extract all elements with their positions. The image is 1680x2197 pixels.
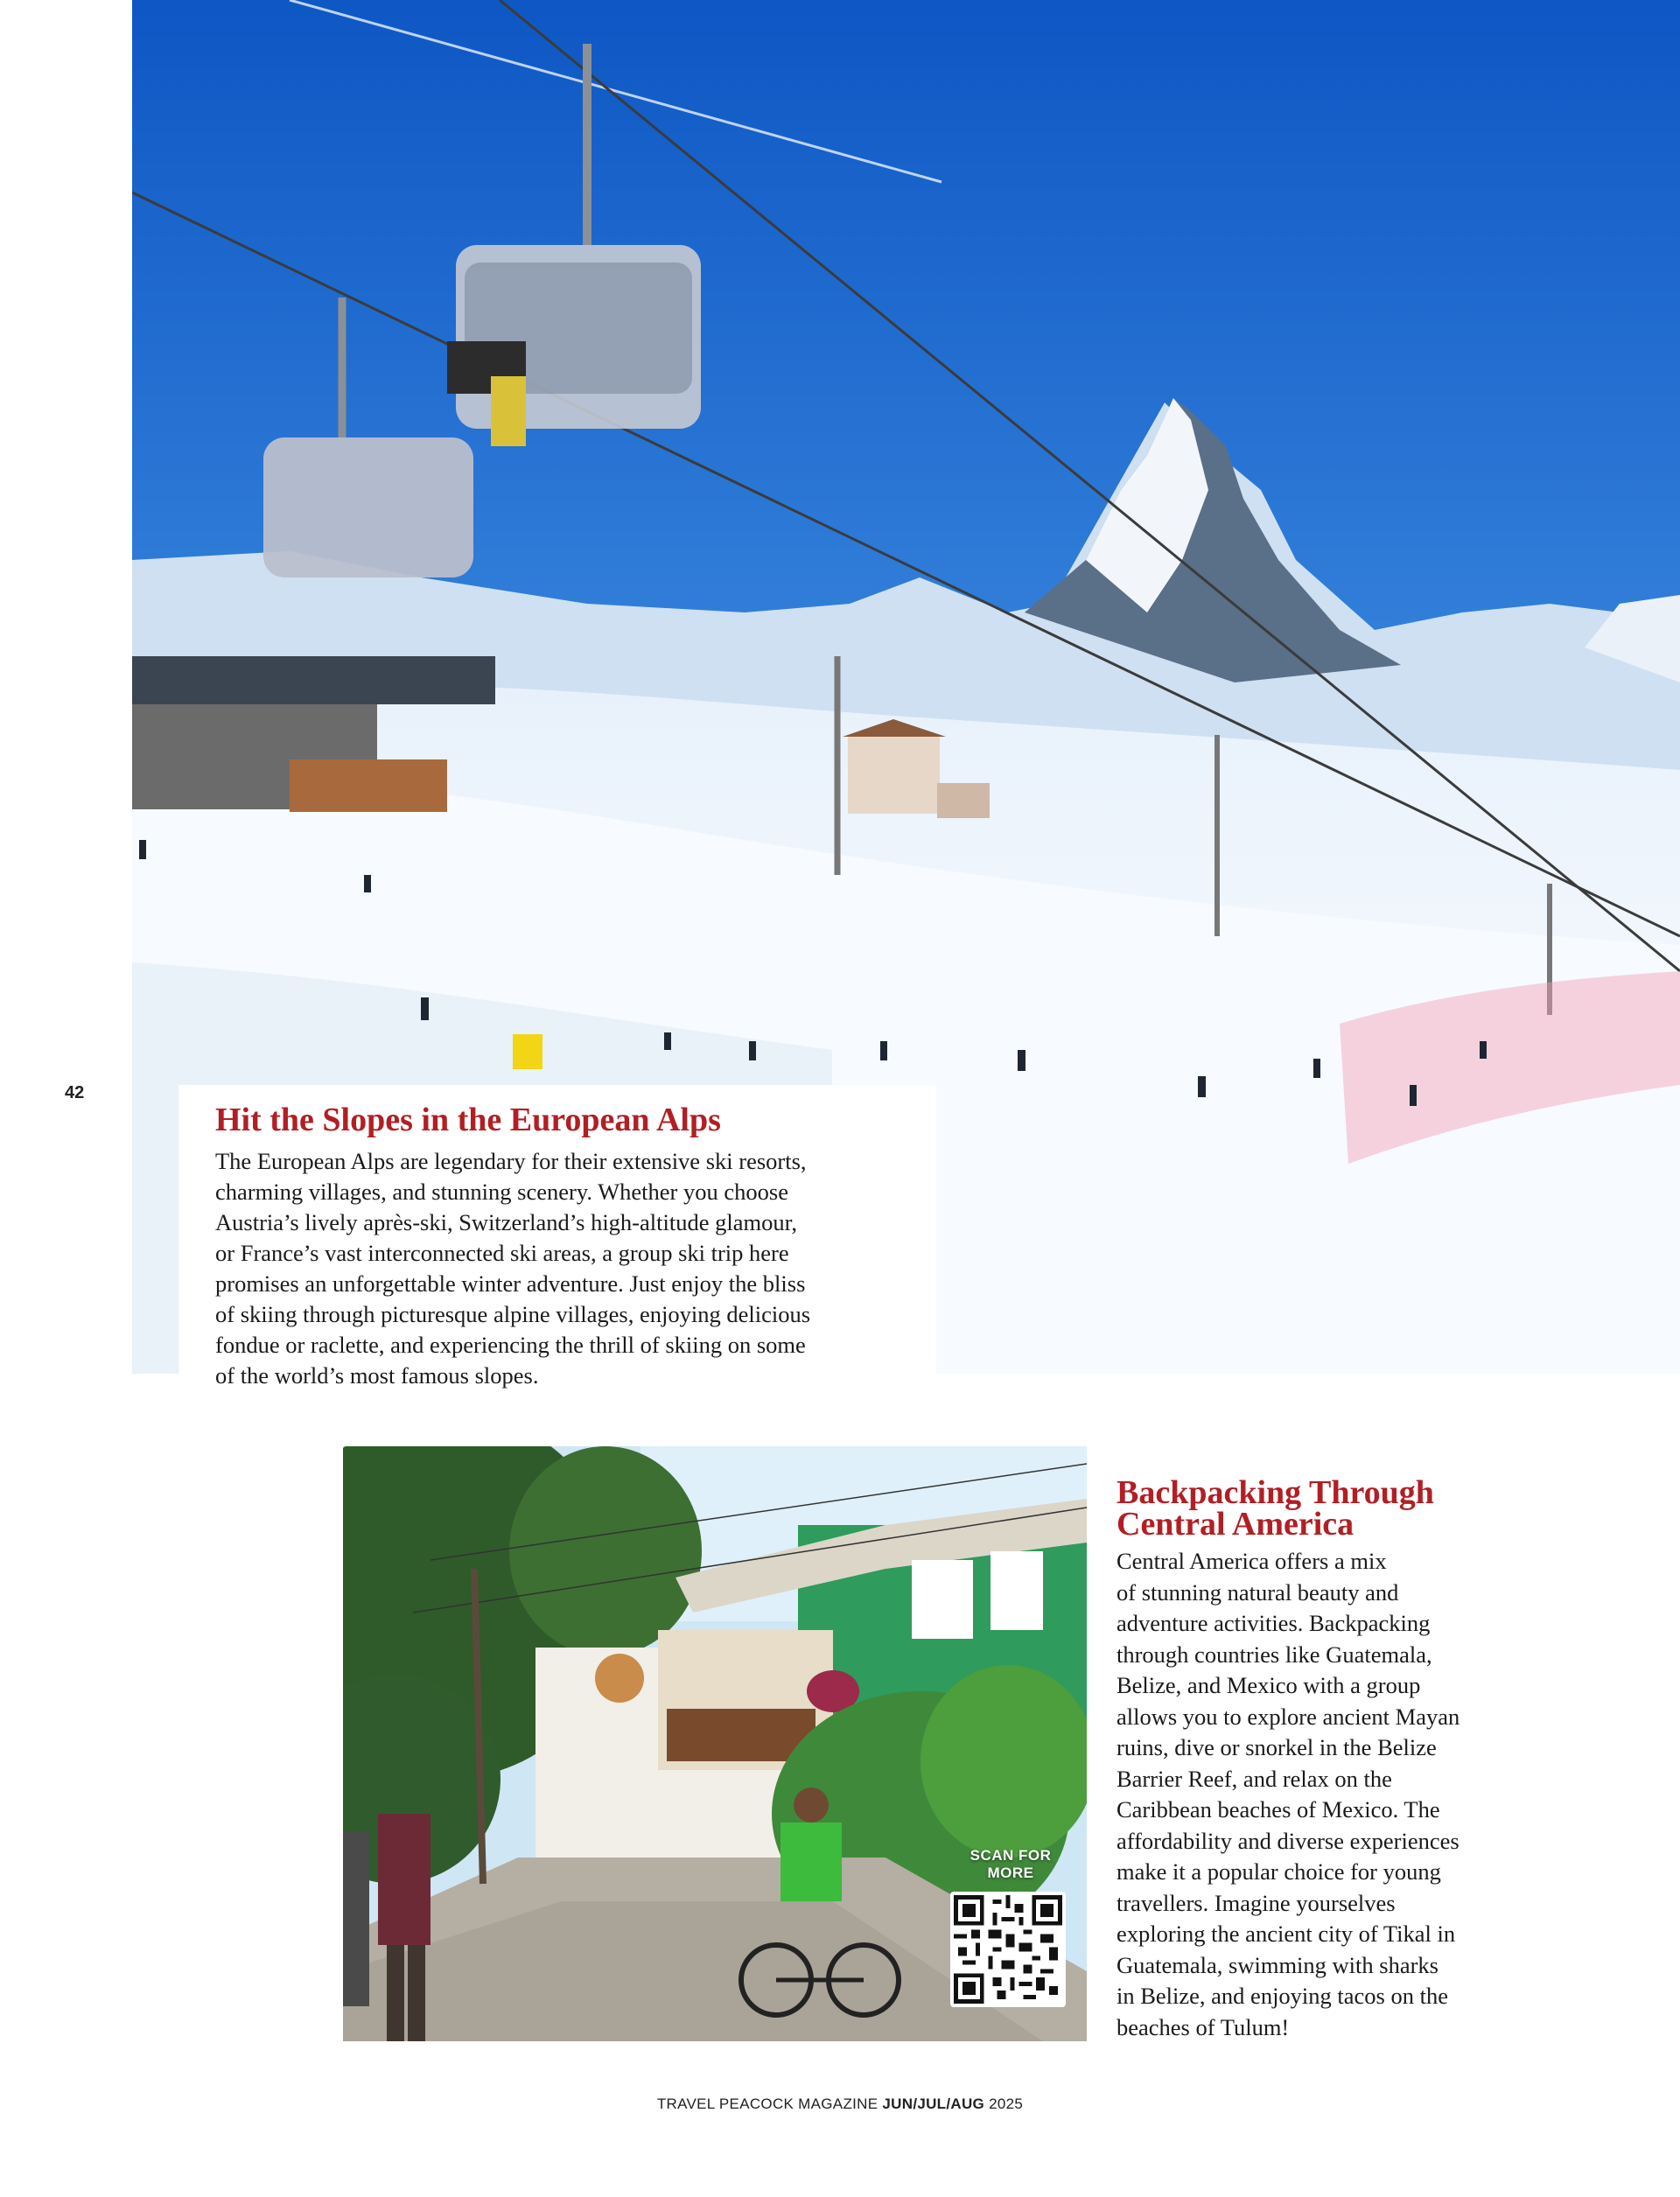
alps-body-text — [215, 1146, 915, 1391]
alps-line: of the world’s most famous slopes. — [215, 1362, 539, 1389]
ca-line: ruins, dive or snorkel in the Belize — [1116, 1734, 1437, 1760]
ca-line: beaches of Tulum! — [1116, 2013, 1290, 2040]
ca-line: Caribbean beaches of Mexico. The — [1116, 1796, 1440, 1823]
alps-line: promises an unforgettable winter adventure. Just enjoy the bliss — [215, 1270, 806, 1297]
qr-code-graphic — [954, 1895, 1062, 2004]
ca-title-line-1: Backpacking Through — [1116, 1474, 1434, 1511]
footer-year: 2025 — [989, 2096, 1024, 2112]
ca-line: Belize, and Mexico with a group — [1116, 1672, 1421, 1698]
ca-line: affordability and diverse experiences — [1116, 1827, 1460, 1854]
qr-code-icon[interactable] — [950, 1892, 1066, 2007]
alps-heading: Hit the Slopes in the European Alps — [215, 1102, 721, 1138]
ca-line: in Belize, and enjoying tacos on the — [1116, 1983, 1448, 2009]
scan-line-1: SCAN FOR — [970, 1847, 1052, 1864]
ca-title-line-2: Central America — [1116, 1506, 1354, 1543]
footer-magazine-name: TRAVEL PEACOCK MAGAZINE — [656, 2096, 878, 2112]
ca-line: make it a popular choice for young — [1116, 1858, 1441, 1885]
alps-line: Austria’s lively après-ski, Switzerland’s high-altitude glamour, — [215, 1209, 797, 1235]
central-america-body-text — [1116, 1546, 1519, 2043]
alps-line: charming villages, and stunning scenery. Whether you choose — [215, 1179, 788, 1205]
page-number: 42 — [65, 1083, 85, 1102]
ca-line: adventure activities. Backpacking — [1116, 1610, 1431, 1636]
alps-line: fondue or raclette, and experiencing the thrill of skiing on some — [215, 1332, 806, 1358]
footer-issue: JUN/JUL/AUG — [882, 2096, 985, 2112]
ca-line: exploring the ancient city of Tikal in — [1116, 1921, 1456, 1947]
ca-line: through countries like Guatemala, — [1116, 1641, 1432, 1668]
scan-for-more-label — [954, 1847, 1068, 1882]
magazine-footer — [0, 2096, 1680, 2113]
alps-line: of skiing through picturesque alpine villages, enjoying delicious — [215, 1301, 811, 1327]
ca-line: allows you to explore ancient Mayan — [1116, 1703, 1460, 1730]
alps-line: or France’s vast interconnected ski areas, a group ski trip here — [215, 1240, 789, 1266]
alps-line: The European Alps are legendary for their extensive ski resorts, — [215, 1148, 807, 1174]
ca-line: Central America offers a mix — [1116, 1548, 1387, 1574]
scan-line-2: MORE — [987, 1865, 1034, 1881]
ca-line: Guatemala, swimming with sharks — [1116, 1951, 1438, 1978]
central-america-heading — [1116, 1474, 1502, 1543]
ca-line: travellers. Imagine yourselves — [1116, 1889, 1396, 1916]
ca-line: Barrier Reef, and relax on the — [1116, 1765, 1392, 1792]
ca-line: of stunning natural beauty and — [1116, 1578, 1399, 1606]
